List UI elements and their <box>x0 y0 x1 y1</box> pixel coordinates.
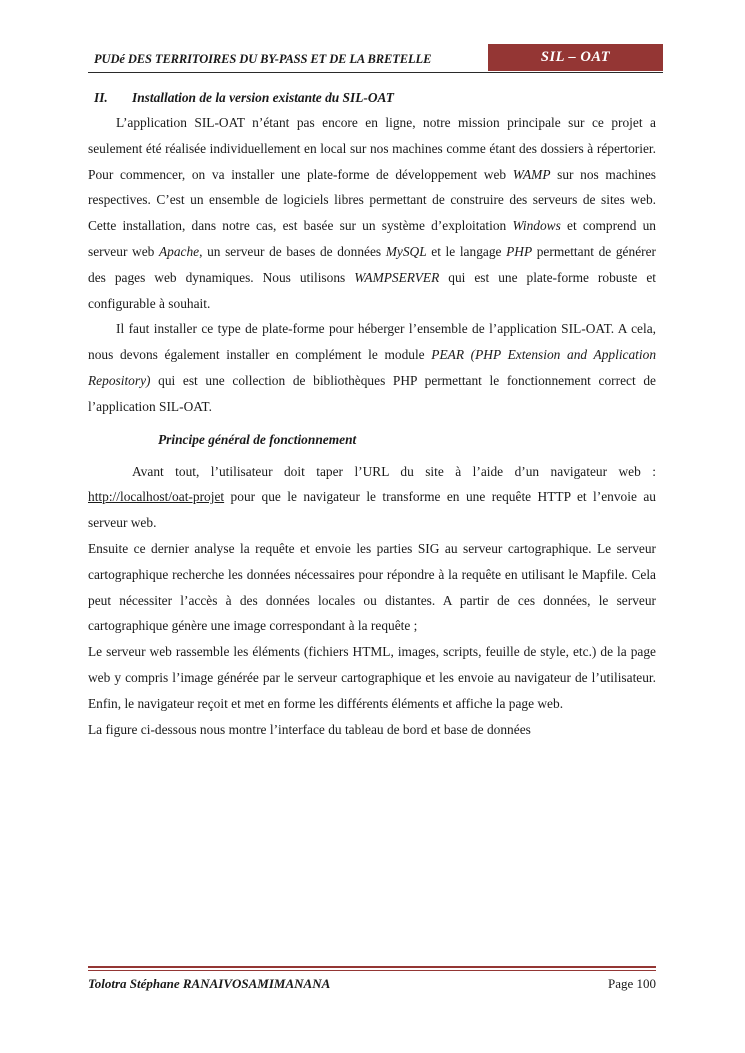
section-title: Installation de la version existante du SIL-OAT <box>132 90 394 105</box>
p1-text: sur nos machines respectives. C’est un ensemble de logiciels libres permettant de construire des serveurs de sites web. Cette installation, dans notre cas, est basée sur un système d’exploitation <box>88 166 656 234</box>
p1-term-wampserver: WAMPSERVER <box>354 269 440 285</box>
paragraph-1 <box>88 110 656 316</box>
p1-text: et le langage <box>426 243 507 259</box>
header-title: PUDé DES TERRITOIRES DU BY-PASS ET DE LA BRETELLE <box>94 52 432 66</box>
paragraph-3 <box>88 459 656 536</box>
p3-text: Avant tout, l’utilisateur doit taper l’URL du site à l’aide d’un navigateur web : <box>132 463 656 479</box>
subheading: Principe général de fonctionnement <box>158 431 357 447</box>
page-content <box>88 88 656 742</box>
footer-author: Tolotra Stéphane RANAIVOSAMIMANANA <box>88 976 331 991</box>
p1-text: et comprend un serveur web <box>88 218 657 259</box>
paragraph-2 <box>88 316 656 419</box>
p1-text: permettant de générer des pages web dynamiques. Nous utilisons <box>88 243 657 285</box>
header-rule <box>88 72 663 73</box>
paragraph-5: Le serveur web rassemble les éléments (fichiers HTML, images, scripts, feuille de style, etc.) de la page web y compris l’image générée par le serveur cartographique et les envoie au navigateur de l’utilisateur. Enfin, le navigateur reçoit et met en forme les différents éléments et affiche la page web. <box>88 644 656 711</box>
p3-text: pour que le navigateur le transforme en une requête HTTP et l’envoie au serveur web. <box>88 489 656 531</box>
p1-text: qui est une plate-forme robuste et configurable à souhait. <box>88 269 656 311</box>
p1-term-php: PHP <box>506 243 533 259</box>
section-heading <box>94 88 656 108</box>
section-number: II. <box>94 90 108 105</box>
header-badge: SIL – OAT <box>488 44 663 71</box>
p1-text: L’application SIL-OAT n’étant pas encore en ligne, notre mission principale sur ce projet a seulement été réalisée individuellement en local sur nos machines comme étant des dossiers à répertorier. Pour commencer, on va installer une plate-forme de développement web <box>88 115 656 182</box>
p1-term-wamp: WAMP <box>512 166 551 182</box>
p1-term-mysql: MySQL <box>385 243 427 259</box>
p2-text: Il faut installer ce type de plate-forme pour héberger l’ensemble de l’application SIL-OAT. A cela, nous devons également installer en complément le module <box>88 321 656 363</box>
footer-rule-thick <box>88 966 656 968</box>
p2-text: qui est une collection de bibliothèques PHP permettant le fonctionnement correct de l’application SIL-OAT. <box>88 372 656 414</box>
footer-rule-thin <box>88 970 656 971</box>
p1-term-apache: Apache <box>158 243 200 259</box>
paragraph-4: Ensuite ce dernier analyse la requête et envoie les parties SIG au serveur cartographique. Le serveur cartographique recherche les données nécessaires pour répondre à la requête en utilisant le Mapfile. Cela peut nécessiter l’accès à des données locales ou distantes. A partir de ces données, le serveur cartographique génère une image correspondant à la requête ; <box>88 540 656 634</box>
footer-page-number: Page 100 <box>607 976 656 991</box>
p1-term-windows: Windows <box>512 218 561 234</box>
p1-text: , un serveur de bases de données <box>199 243 386 259</box>
paragraph-6: La figure ci-dessous nous montre l’interface du tableau de bord et base de données <box>88 721 531 737</box>
page-header <box>88 44 663 72</box>
p2-term-pear: PEAR (PHP Extension and Application Repository) <box>88 347 657 388</box>
localhost-link[interactable]: http://localhost/oat-projet <box>88 489 225 505</box>
